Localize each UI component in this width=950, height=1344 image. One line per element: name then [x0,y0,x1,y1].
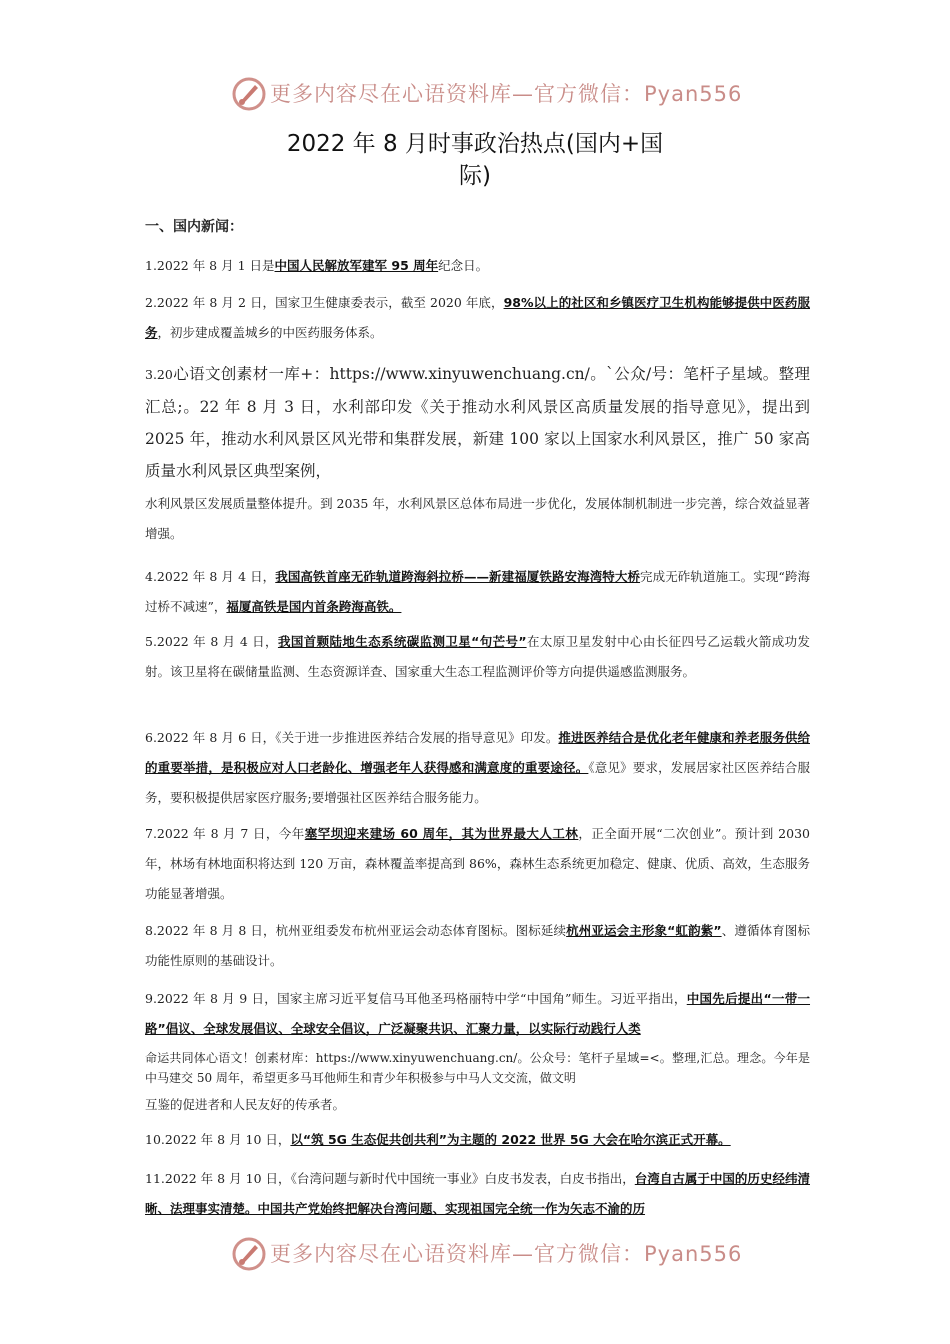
item-highlight: 中国先后提出“一带一路”倡议、全球发展倡议、全球安全倡议，广泛凝聚共识、汇聚力量，以实际行动践行人类 [145,991,811,1036]
item-text: 7.2022 年 8 月 7 日，今年 [145,826,305,841]
news-item-8 [145,916,810,976]
item-text: 《意见》要求，发展居家社区医养结合服务，要积极提供居家医疗服务;要增强社区医养结合服务能力。 [145,760,810,805]
item-text: 9.2022 年 8 月 9 日，国家主席习近平复信马耳他圣玛格丽特中学“中国角”师生。习近平指出， [145,991,687,1006]
item-highlight: 台湾自古属于中国的历史经纬清晰、法理事实清楚。中国共产党始终把解决台湾问题、实现祖国完全统一作为矢志不渝的历 [145,1171,810,1216]
item-text: 水利风景区发展质量整体提升。到 2035 年，水利风景区总体布局进一步优化，发展体制机制进一步完善，综合效益显著增强。 [145,496,810,541]
item-text: 10.2022 年 8 月 10 日， [145,1132,291,1147]
item-text: 6.2022 年 8 月 6 日，《关于进一步推进医养结合发展的指导意见》印发。 [145,730,559,745]
item-highlight: 我国高铁首座无砟轨道跨海斜拉桥——新建福厦铁路安海湾特大桥 [275,569,641,584]
title-line-1: 2022 年 8 月时事政治热点(国内+国 [286,131,664,157]
watermark-banner-top [0,74,950,114]
news-item-11 [145,1164,810,1224]
item-highlight: 福厦高铁是国内首条跨海高铁。 [226,599,402,614]
item-text: 3.20 [145,367,173,382]
item-text: ，初步建成覆盖城乡的中医药服务体系。 [157,325,383,340]
item-text: 4.2022 年 8 月 4 日， [145,569,276,584]
item-highlight: 推进医养结合是优化老年健康和养老服务供给的重要举措，是积极应对人口老龄化、增强老年人获得感和满意度的重要途径。 [145,730,810,775]
page-title [0,128,950,192]
item-highlight: 我国首颗陆地生态系统碳监测卫星“句芒号” [277,634,527,649]
item-text: 、遵循体育图标功能性原则的基础设计。 [145,923,810,968]
item-text: 2.2022 年 8 月 2 日，国家卫生健康委表示，截至 2020 年底， [145,295,504,310]
watermark-banner-bottom [0,1234,950,1274]
news-item-5 [145,627,810,687]
watermark-text: 更多内容尽在心语资料库—官方微信：Pyan556 [270,82,743,106]
item-highlight: 塞罕坝迎来建场 60 周年，其为世界最大人工林 [304,826,579,841]
title-line-2: 际) [459,163,491,189]
item-text: 11.2022 年 8 月 10 日，《台湾问题与新时代中国统一事业》白皮书发表，白皮书指出， [145,1171,635,1186]
news-item-1 [145,251,810,281]
item-text: 命运共同体心语文！创素材库：https://www.xinyuwenchuang.cn/。公众号：笔杆子星域=<。整理,汇总。理念。今年是中马建交 50 周年，希望更多马耳他师生和青少年积极参与中马人文交流，做文明 [145,1051,810,1085]
item-text-large: 心语文创素材一库+：https://www.xinyuwenchuang.cn/。`公众/号：笔杆子星域。整理汇总;。22 年 8 月 3 日，水利部印发《关于推动水利风景区高质量发展的指导意见》，提出到 2025 年，推动水利风景区风光带和集群发展，新建 100 家以上国家水利风景区，推广 50 家高质量水利风景区典型案例， [145,365,810,480]
item-text: 互鉴的促进者和人民友好的传承者。 [145,1097,346,1112]
item-highlight: 中国人民解放军建军 95 周年 [274,258,439,273]
news-item-9 [145,984,810,1120]
item-text: 完成无砟轨道施工。实现“跨海过桥不减速”， [145,569,810,614]
brush-logo-icon [232,77,266,111]
news-item-10 [145,1125,810,1155]
item-highlight: 杭州亚运会主形象“虹韵紫” [566,923,722,938]
section-heading: 一、国内新闻： [145,219,243,235]
watermark-text: 更多内容尽在心语资料库—官方微信：Pyan556 [270,1242,743,1266]
item-text: 纪念日。 [438,258,489,273]
news-item-2 [145,288,810,348]
news-item-4 [145,562,810,622]
item-text: 1.2022 年 8 月 1 日是 [145,258,275,273]
news-item-7 [145,819,810,909]
item-highlight: 以“筑 5G 生态促共创共利”为主题的 2022 世界 5G 大会在哈尔滨正式开幕。 [290,1132,731,1147]
item-text: 5.2022 年 8 月 4 日， [145,634,278,649]
item-highlight: 98%以上的社区和乡镇医疗卫生机构能够提供中医药服务 [145,295,810,340]
news-item-6 [145,723,810,813]
item-text: ，正全面开展“二次创业”。预计到 2030 年，林场有林地面积将达到 120 万亩，森林覆盖率提高到 86%，森林生态系统更加稳定、健康、优质、高效，生态服务功能显著增强。 [145,826,810,901]
item-text: 8.2022 年 8 月 8 日，杭州亚组委发布杭州亚运会动态体育图标。图标延续 [145,923,567,938]
brush-logo-icon [232,1237,266,1271]
item-text: 在太原卫星发射中心由长征四号乙运载火箭成功发射。该卫星将在碳储量监测、生态资源详查、国家重大生态工程监测评价等方向提供遥感监测服务。 [145,634,810,679]
news-item-3 [145,358,810,549]
